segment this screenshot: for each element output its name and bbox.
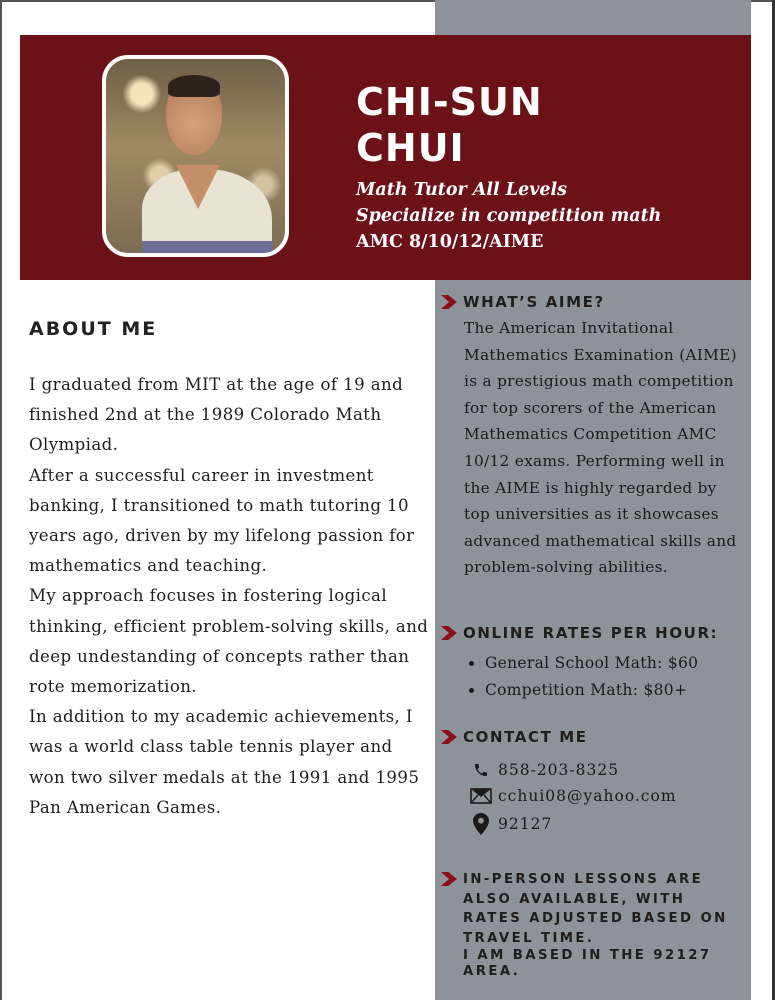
chevron-right-icon xyxy=(441,872,457,886)
tagline-line-1: Math Tutor All Levels xyxy=(356,180,568,200)
rate-item: General School Math: $60 xyxy=(467,650,746,677)
inperson-section xyxy=(441,870,746,980)
inperson-line-1: IN-PERSON LESSONS ARE ALSO AVAILABLE, WITH RATES ADJUSTED BASED ON TRAVEL TIME. xyxy=(463,872,728,946)
inperson-text xyxy=(463,870,743,980)
email-address[interactable]: cchui08@yahoo.com xyxy=(498,787,677,805)
contact-location xyxy=(470,814,746,834)
name-line-2: CHUI xyxy=(356,126,465,170)
page-border-left xyxy=(0,0,2,1000)
aime-heading-text: WHAT’S AIME? xyxy=(463,293,605,311)
photo-neck xyxy=(176,165,220,209)
tagline-line-2: Specialize in competition math xyxy=(356,206,662,226)
zip-code: 92127 xyxy=(498,815,553,833)
contact-phone[interactable] xyxy=(470,760,746,780)
rates-heading xyxy=(441,624,746,642)
contact-heading-text: CONTACT ME xyxy=(463,728,588,746)
contact-section xyxy=(441,728,746,834)
aime-heading xyxy=(441,293,746,311)
map-pin-icon xyxy=(470,814,492,834)
inperson-note xyxy=(441,870,746,980)
aime-description xyxy=(464,315,746,581)
tagline xyxy=(356,177,661,255)
rate-item: Competition Math: $80+ xyxy=(467,677,746,704)
phone-icon xyxy=(470,760,492,780)
rates-heading-text: ONLINE RATES PER HOUR: xyxy=(463,624,719,642)
photo-hair xyxy=(168,75,220,97)
about-paragraph: In addition to my academic achievements, I was a world class table tennis player and won two silver medals at the 1991 and 1995 Pan American Games. xyxy=(29,707,420,817)
name-line-1: CHI-SUN xyxy=(356,80,543,124)
contact-email[interactable] xyxy=(470,786,746,806)
profile-photo xyxy=(102,55,289,257)
aime-text: The American Invitational Mathematics Examination (AIME) is a prestigious math competition for top scorers of the American Mathematics Competition AMC 10/12 exams. Performing well in the AIME is highly regarded by top universities as it showcases advanced mathematical skills and problem-solving abilities. xyxy=(464,319,737,577)
header-banner xyxy=(20,35,751,280)
contact-heading xyxy=(441,728,746,746)
rates-section xyxy=(441,624,746,703)
chevron-right-icon xyxy=(441,626,457,640)
about-paragraph: My approach focuses in fostering logical thinking, efficient problem-solving skills, and deep undestanding of concepts rather than rote memorization. xyxy=(29,586,429,697)
aime-section xyxy=(441,293,746,581)
tutor-name xyxy=(356,79,543,171)
about-body xyxy=(29,370,429,823)
chevron-right-icon xyxy=(441,295,457,309)
about-heading: ABOUT ME xyxy=(29,318,158,340)
chevron-right-icon xyxy=(441,730,457,744)
tagline-line-3: AMC 8/10/12/AIME xyxy=(356,232,544,252)
inperson-line-2: I AM BASED IN THE 92127 AREA. xyxy=(463,948,712,979)
rates-list xyxy=(467,650,746,703)
photo-shirt-stripe xyxy=(142,241,272,257)
envelope-icon xyxy=(470,786,492,806)
about-paragraph: I graduated from MIT at the age of 19 and finished 2nd at the 1989 Colorado Math Olympiad. xyxy=(29,375,404,455)
about-paragraph: After a successful career in investment banking, I transitioned to math tutoring 10 years ago, driven by my lifelong passion for mathematics and teaching. xyxy=(29,465,415,576)
phone-number[interactable]: 858-203-8325 xyxy=(498,761,620,779)
